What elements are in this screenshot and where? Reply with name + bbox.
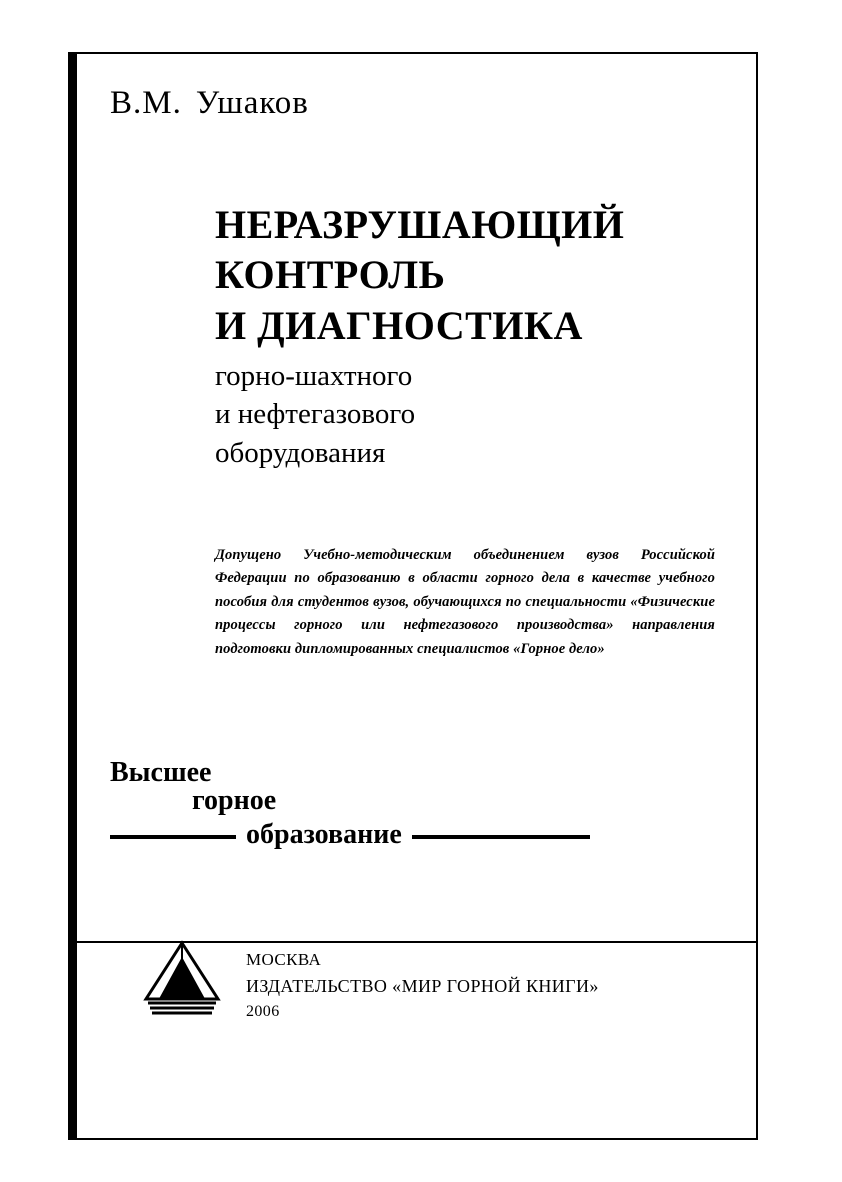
series-line-1: Высшее bbox=[110, 757, 212, 789]
series-rule-left bbox=[110, 835, 236, 839]
book-subtitle bbox=[215, 357, 715, 472]
imprint-city: МОСКВА bbox=[246, 950, 322, 970]
series-line-3: образование bbox=[246, 819, 402, 851]
cover-content bbox=[110, 52, 730, 1024]
title-line-2: КОНТРОЛЬ bbox=[215, 252, 446, 298]
subtitle-line-1: горно-шахтного bbox=[215, 360, 413, 393]
imprint-text bbox=[246, 937, 599, 1024]
series-block bbox=[110, 757, 730, 877]
series-rule-right bbox=[412, 835, 590, 839]
subtitle-line-2: и нефтегазового bbox=[215, 398, 416, 431]
inner-vertical-rule bbox=[756, 52, 758, 942]
approval-statement: Допущено Учебно-методическим объединением вузов Российской Федерации по образованию в области горного дела в качестве учебного пособия для студентов вузов, обучающихся по специальности «Физические процессы горного или нефтегазового производства» направления подготовки дипломированных специалистов «Горное дело» bbox=[215, 546, 715, 657]
author-initials: В.М. bbox=[110, 85, 182, 121]
series-line-3-row bbox=[110, 819, 590, 851]
title-line-1: НЕРАЗРУШАЮЩИЙ bbox=[215, 202, 625, 247]
series-line-2: горное bbox=[192, 785, 277, 817]
imprint-block bbox=[110, 937, 730, 1024]
author-surname: Ушаков bbox=[195, 85, 309, 121]
author-line bbox=[110, 85, 730, 122]
imprint-year: 2006 bbox=[246, 1002, 280, 1020]
subtitle-line-3: оборудования bbox=[215, 436, 386, 469]
imprint-publisher: ИЗДАТЕЛЬСТВО «МИР ГОРНОЙ КНИГИ» bbox=[246, 975, 599, 996]
title-line-3: И ДИАГНОСТИКА bbox=[215, 302, 583, 348]
title-block bbox=[215, 200, 715, 472]
book-title bbox=[215, 200, 715, 351]
mountain-book-logo-icon bbox=[140, 937, 224, 1019]
